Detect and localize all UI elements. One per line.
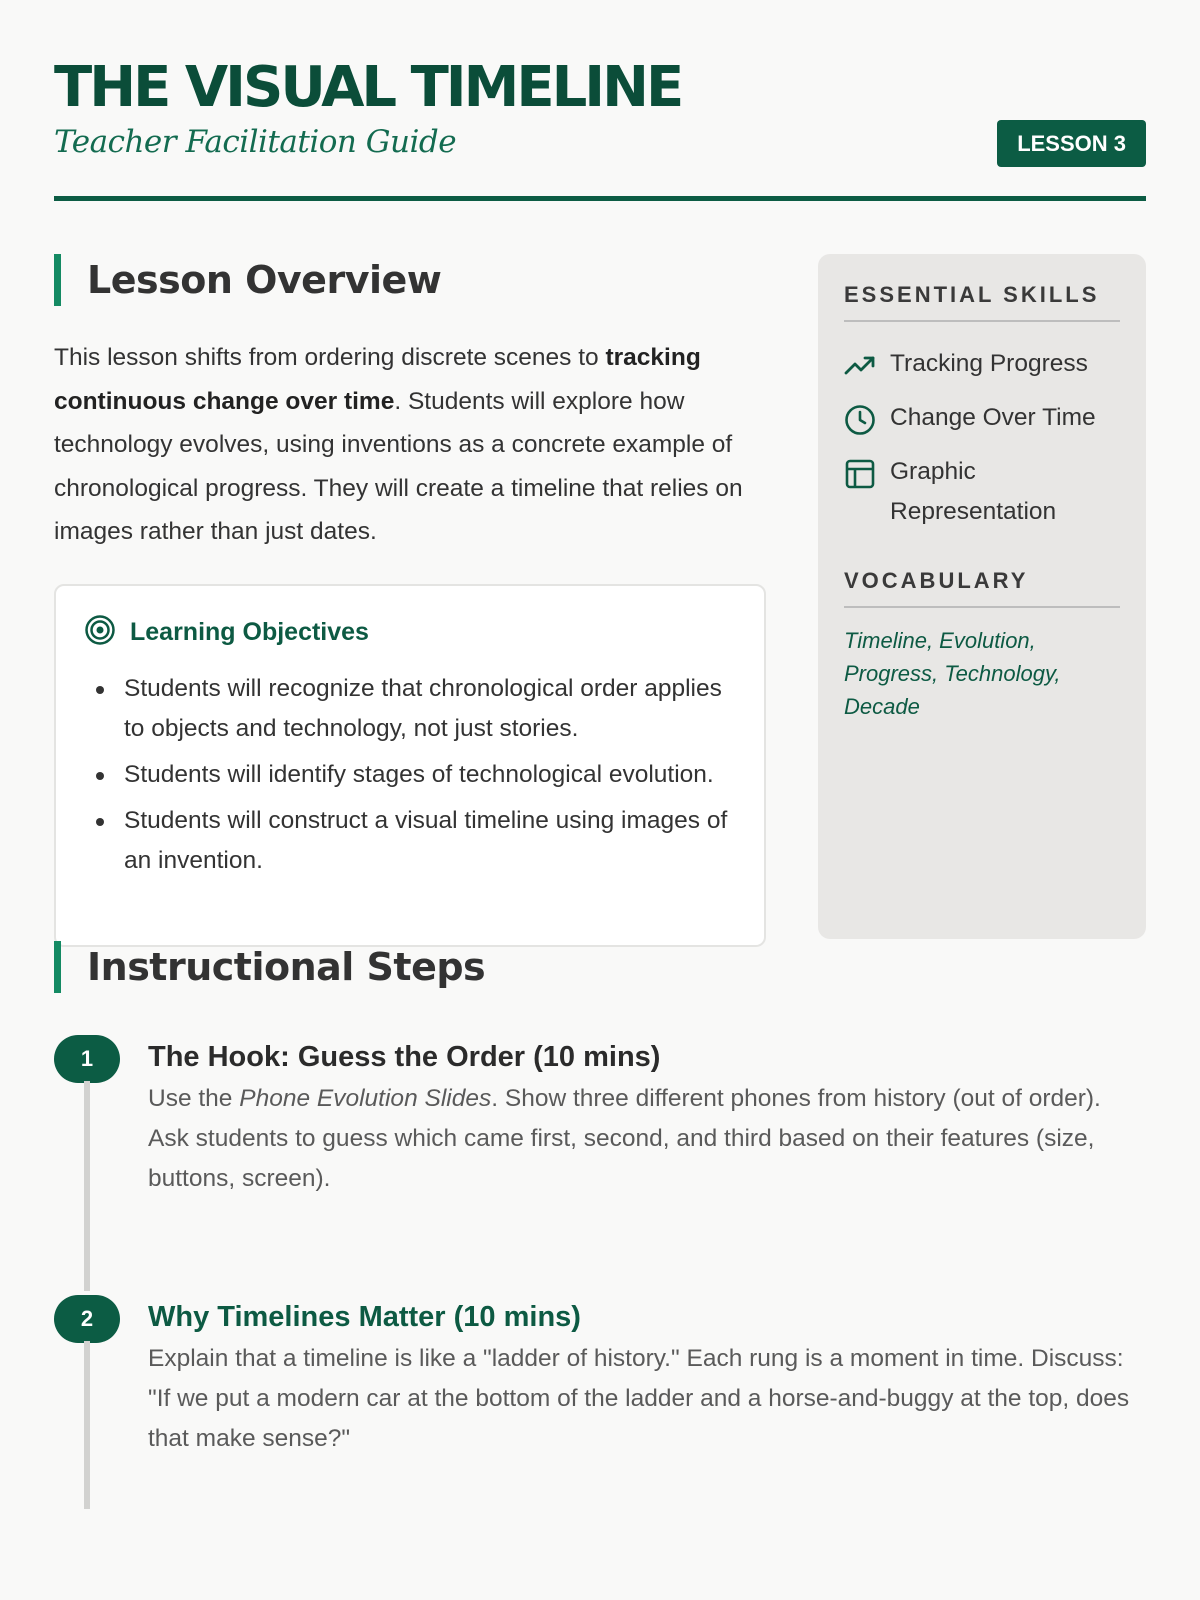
skills-list: [844, 348, 1120, 532]
step-description: [148, 1079, 1146, 1199]
skill-label: Graphic Representation: [890, 458, 1057, 525]
step-connector-line: [84, 1081, 90, 1291]
intro-text-start: This lesson shifts from ordering discrete scenes to: [54, 344, 606, 371]
step-item: [54, 1037, 1146, 1297]
trending-up-icon: [844, 350, 876, 382]
page-title: THE VISUAL TIMELINE: [54, 55, 682, 120]
step-item: [54, 1297, 1146, 1537]
step-text-start: Use the: [148, 1085, 240, 1112]
step-description: Explain that a timeline is like a "ladder of history." Each rung is a moment in time. Discuss: "If we put a modern car at the bottom of the ladder and a horse-and-buggy at the top, does that make sense?": [148, 1345, 1130, 1452]
objectives-title: Learning Objectives: [130, 617, 369, 646]
instructional-steps-section: [54, 941, 1146, 1537]
overview-section: [54, 201, 1146, 941]
vocabulary-list: Timeline, Evolution, Progress, Technology, Decade: [844, 628, 1061, 719]
step-text-italic: Phone Evolution Slides: [239, 1085, 492, 1112]
page-subtitle: Teacher Facilitation Guide: [54, 124, 457, 160]
objectives-list: [84, 669, 734, 881]
step-title: Why Timelines Matter (10 mins): [148, 1301, 581, 1333]
sidebar-panel: [818, 254, 1146, 939]
intro-text-end: . Students will explore how technology evolves, using inventions as a concrete example of chronological progress. They will create a timeline that relies on images rather than just dates.: [54, 387, 743, 545]
step-text-end: . Show three different phones from history (out of order). Ask students to guess which came first, second, and third based on their features (size, buttons, screen).: [148, 1085, 1101, 1192]
step-number-badge: 2: [54, 1295, 120, 1343]
page-header: [54, 0, 1146, 201]
skill-item: [844, 348, 1120, 384]
overview-intro: [54, 336, 766, 554]
objective-item: Students will recognize that chronological order applies to objects and technology, not just stories.: [84, 669, 734, 749]
objectives-header: [84, 614, 734, 651]
skill-label: Change Over Time: [890, 404, 1096, 431]
overview-heading: Lesson Overview: [54, 254, 766, 306]
clock-icon: [844, 404, 876, 436]
step-title: The Hook: Guess the Order (10 mins): [148, 1041, 661, 1073]
layout-icon: [844, 458, 876, 490]
skill-item: [844, 402, 1120, 438]
skill-label: Tracking Progress: [890, 350, 1088, 377]
lesson-badge: LESSON 3: [997, 120, 1146, 167]
vocabulary-heading: VOCABULARY: [844, 568, 1120, 608]
target-icon: [84, 614, 116, 651]
step-number-badge: 1: [54, 1035, 120, 1083]
learning-objectives-card: [54, 584, 766, 947]
intro-text-bold: tracking continuous change over time: [54, 344, 701, 415]
steps-heading: Instructional Steps: [54, 941, 1146, 993]
overview-main: [54, 254, 766, 947]
skill-item: [844, 456, 1120, 532]
essential-skills-heading: ESSENTIAL SKILLS: [844, 282, 1120, 322]
objective-item: Students will construct a visual timeline using images of an invention.: [84, 801, 734, 881]
objective-item: Students will identify stages of technological evolution.: [84, 755, 734, 795]
step-connector-line: [84, 1341, 90, 1509]
